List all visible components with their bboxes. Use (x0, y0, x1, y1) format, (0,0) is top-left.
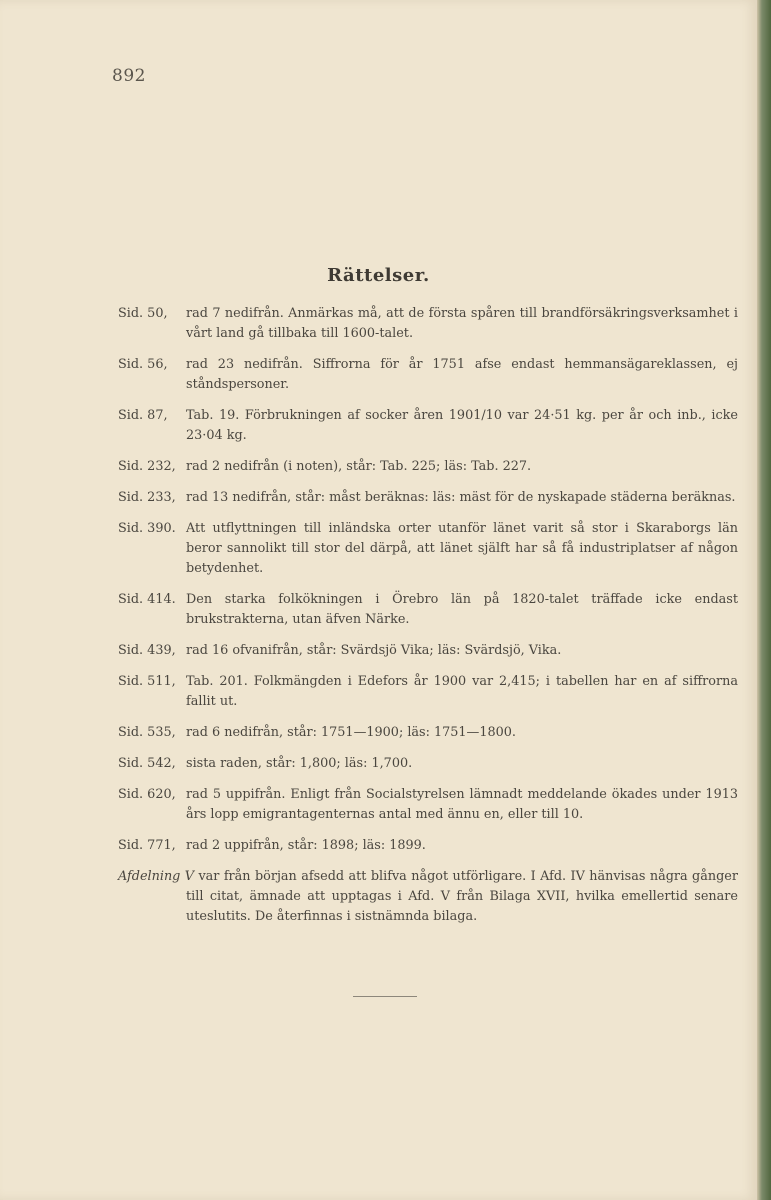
entry-text: rad 16 ofvanifrån, står: Svärdsjö Vika; läs: Svärdsjö, Vika. (186, 643, 562, 658)
entry-reference: Sid. 620, (118, 787, 176, 802)
final-note-lead: Afdelning V (118, 869, 199, 884)
entry-reference: Sid. 233, (118, 490, 176, 505)
errata-entry (118, 590, 738, 630)
errata-entry (118, 488, 738, 508)
page-edge (757, 0, 771, 1200)
final-note (118, 867, 738, 927)
entry-text: rad 23 nedifrån. Siffrorna för år 1751 afse endast hemmansägareklassen, ej ståndspersoner. (186, 357, 738, 392)
entry-reference: Sid. 390. (118, 521, 176, 536)
entry-reference: Sid. 535, (118, 725, 176, 740)
errata-entry (118, 355, 738, 395)
page-title: Rättelser. (327, 265, 430, 286)
entry-reference: Sid. 87, (118, 408, 168, 423)
entry-text: Att utflyttningen till inländska orter utanför länet varit så stor i Skaraborgs län beror sannolikt till stor del därpå, att länet själft har så få industriplatser af någon betydenhet. (186, 521, 738, 576)
entry-reference: Sid. 414. (118, 592, 176, 607)
errata-entry (118, 519, 738, 579)
errata-entry (118, 672, 738, 712)
entry-text: rad 5 uppifrån. Enligt från Socialstyrelsen lämnadt meddelande ökades under 1913 års lopp emigrantagenternas antal med ännu en, eller till 10. (186, 787, 738, 822)
page-number: 892 (112, 66, 146, 86)
errata-entry (118, 785, 738, 825)
entry-text: rad 6 nedifrån, står: 1751—1900; läs: 1751—1800. (186, 725, 516, 740)
errata-entry (118, 754, 738, 774)
entry-text: rad 2 nedifrån (i noten), står: Tab. 225; läs: Tab. 227. (186, 459, 532, 474)
entry-reference: Sid. 56, (118, 357, 168, 372)
errata-entry (118, 406, 738, 446)
entry-reference: Sid. 771, (118, 838, 176, 853)
errata-entry (118, 641, 738, 661)
entry-text: rad 7 nedifrån. Anmärkas må, att de första spåren till brandförsäkringsverksamhet i vårt land gå tillbaka till 1600-talet. (186, 306, 738, 341)
entry-text: Tab. 201. Folkmängden i Edefors år 1900 var 2,415; i tabellen har en af siffrorna fallit ut. (186, 674, 738, 709)
entry-text: Tab. 19. Förbrukningen af socker åren 1901/10 var 24·51 kg. per år och inb., icke 23·04 kg. (186, 408, 738, 443)
errata-list (118, 304, 738, 938)
entry-reference: Sid. 50, (118, 306, 168, 321)
entry-text: sista raden, står: 1,800; läs: 1,700. (186, 756, 413, 771)
closing-rule (353, 996, 417, 997)
errata-entry (118, 723, 738, 743)
entry-text: rad 13 nedifrån, står: måst beräknas: läs: mäst för de nyskapade städerna beräknas. (186, 490, 736, 505)
errata-entry (118, 304, 738, 344)
errata-entry (118, 457, 738, 477)
final-note-text: var från början afsedd att blifva något utförligare. I Afd. IV hänvisas några gånger till citat, ämnade att upptagas i Afd. V från Bilaga XVII, hvilka emellertid senare uteslutits. De återfinnas i sistnämnda bilaga. (186, 869, 738, 924)
errata-entry (118, 836, 738, 856)
entry-reference: Sid. 232, (118, 459, 176, 474)
entry-reference: Sid. 511, (118, 674, 176, 689)
entry-text: Den starka folkökningen i Örebro län på 1820-talet träffade icke endast brukstrakterna, utan äfven Närke. (186, 592, 738, 627)
entry-text: rad 2 uppifrån, står: 1898; läs: 1899. (186, 838, 426, 853)
entry-reference: Sid. 542, (118, 756, 176, 771)
entry-reference: Sid. 439, (118, 643, 176, 658)
